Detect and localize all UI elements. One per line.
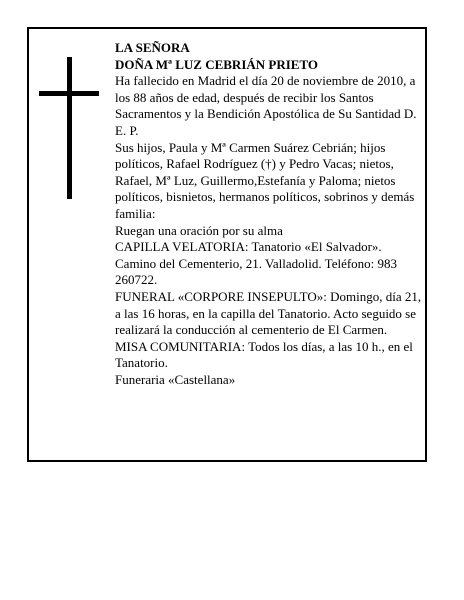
cross-icon xyxy=(39,57,99,199)
community-mass-info: MISA COMUNITARIA: Todos los días, a las 10 h., en el Tanatorio. xyxy=(115,338,413,371)
prayer-request: Ruegan una oración por su alma xyxy=(115,222,283,238)
funeral-home: Funeraria «Castellana» xyxy=(115,371,236,387)
notice-text xyxy=(115,40,423,388)
heading-title: LA SEÑORA xyxy=(115,40,190,55)
deceased-name: DOÑA Mª LUZ CEBRIÁN PRIETO xyxy=(115,56,319,72)
wake-chapel-info: CAPILLA VELATORIA: Tanatorio «El Salvador». Camino del Cementerio, 21. Valladolid. Teléfono: 983 260722. xyxy=(115,239,398,288)
death-announcement: Ha fallecido en Madrid el día 20 de noviembre de 2010, a los 88 años de edad, después de recibir los Santos Sacramentos y la Bendición Apostólica de Su Santidad D. E. P. xyxy=(115,73,417,138)
cross-vertical-bar xyxy=(67,57,72,199)
obituary-notice xyxy=(27,27,427,462)
funeral-info: FUNERAL «CORPORE INSEPULTO»: Domingo, día 21, a las 16 horas, en la capilla del Tanatorio. Acto seguido se realizará la conducción al cementerio de El Carmen. xyxy=(115,288,422,338)
cross-horizontal-bar xyxy=(39,91,99,96)
family-list: Sus hijos, Paula y Mª Carmen Suárez Cebrián; hijos políticos, Rafael Rodríguez (†) y Pedro Vacas; nietos, Rafael, Mª Luz, Guillermo,Estefanía y Paloma; nietos políticos, bisnietos, hermanos políticos, sobrinos y demás familia: xyxy=(115,139,415,221)
